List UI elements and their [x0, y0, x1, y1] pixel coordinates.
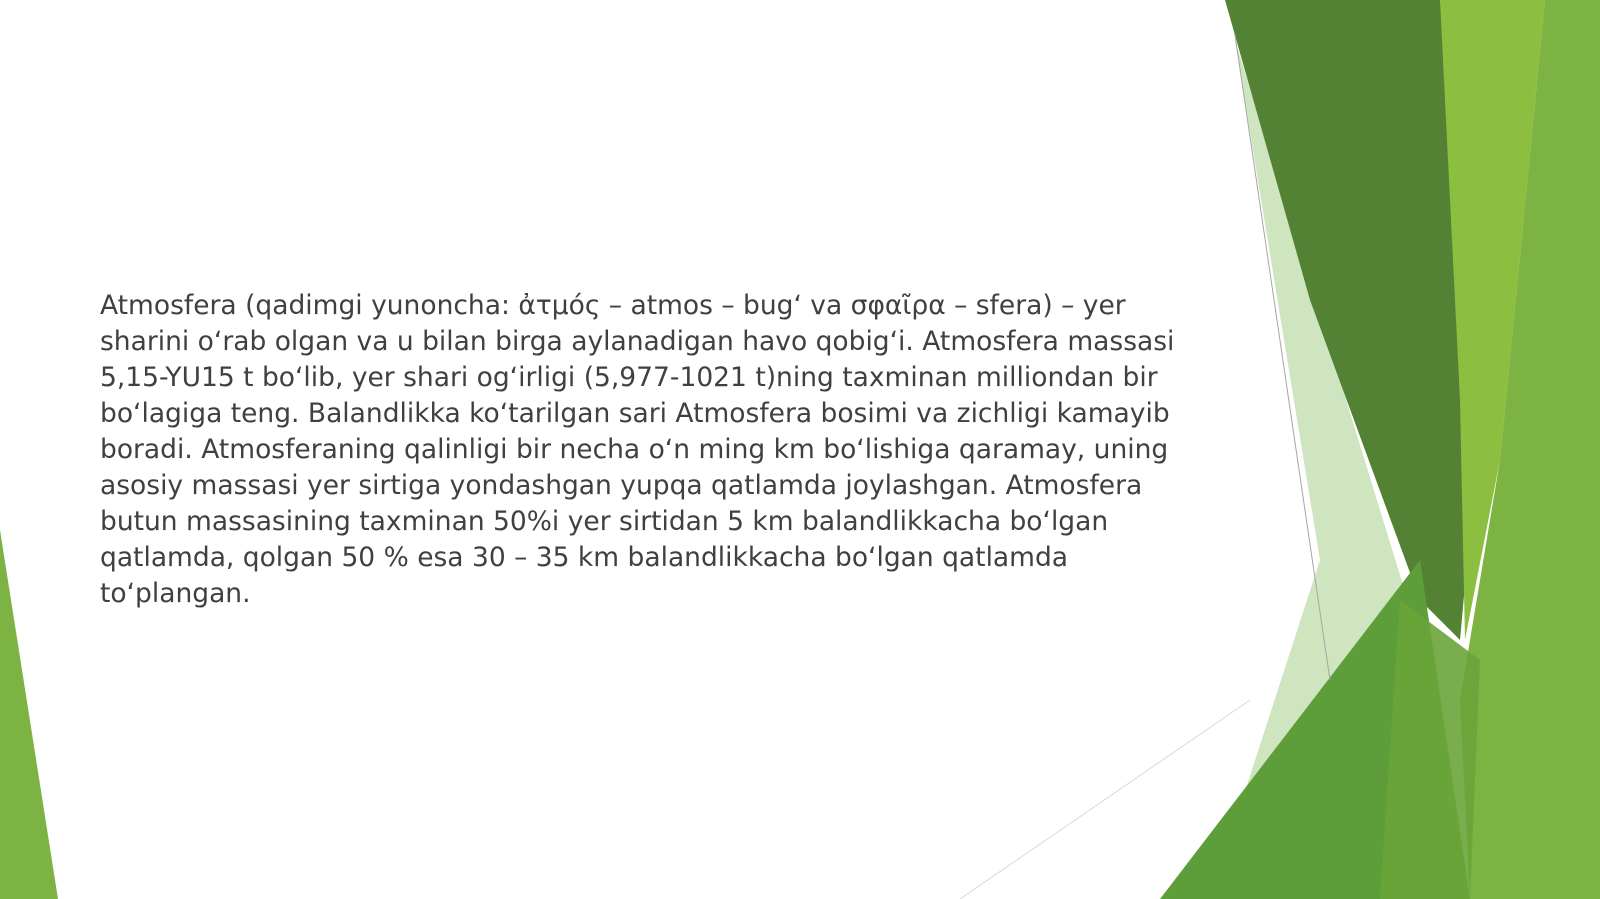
- left-green-shard: [0, 530, 58, 899]
- body-paragraph: Atmosfera (qadimgi yunoncha: ἀτμός – atmos – bugʻ va σφαῖρα – sfera) – yer sharini oʻrab olgan va u bilan birga aylanadigan havo qobigʻi. Atmosfera massasi 5,15-YU15 t boʻlib, yer shari ogʻirligi (5,977-1021 t)ning taxminan milliondan bir boʻlagiga teng. Balandlikka koʻtarilgan sari Atmosfera bosimi va zichligi kamayib boradi. Atmosferaning qalinligi bir necha oʻn ming km boʻlishiga qaramay, uning asosiy massasi yer sirtiga yondashgan yupqa qatlamda joylashgan. Atmosfera butun massasining taxminan 50%i yer sirtidan 5 km balandlikkacha boʻlgan qatlamda, qolgan 50 % esa 30 – 35 km balandlikkacha boʻlgan qatlamda toʻplangan.: [100, 290, 1175, 609]
